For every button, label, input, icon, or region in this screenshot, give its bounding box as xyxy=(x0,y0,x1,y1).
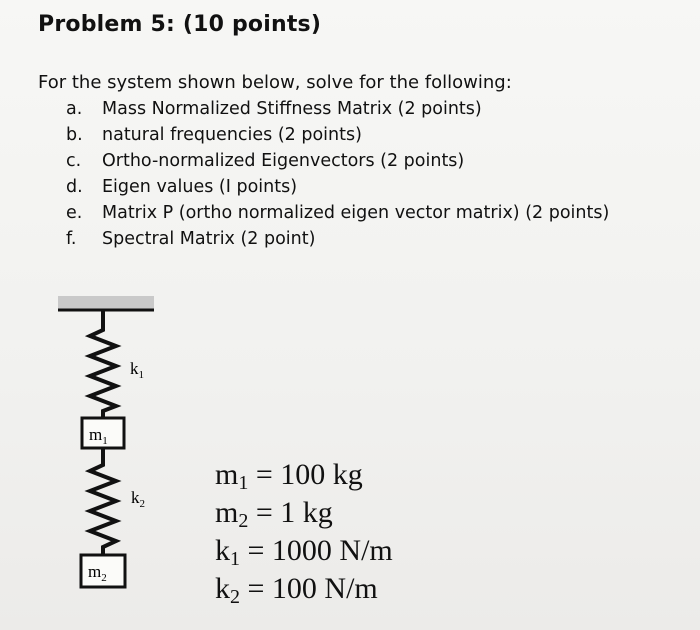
mass-1-block xyxy=(82,418,124,448)
parameter-list xyxy=(215,456,393,608)
task-item-b: b. natural frequencies (2 points) xyxy=(66,125,362,145)
param-k2: $k_2 = 100$ N/m xyxy=(215,572,378,608)
param-k1: $k_1 = 1000$ N/m xyxy=(215,534,393,570)
task-item-c: c. Ortho-normalized Eigenvectors (2 points) xyxy=(66,151,465,171)
mass-2-block xyxy=(81,555,125,587)
problem-prompt: For the system shown below, solve for the following: xyxy=(38,72,512,93)
svg-text:k1 xyxy=(130,359,144,381)
task-item-f: f. Spectral Matrix (2 point) xyxy=(66,229,316,249)
fixed-support xyxy=(58,296,154,310)
param-m2: $m_2 = 1$ kg xyxy=(215,496,333,532)
mass-2-label: m xyxy=(88,562,102,581)
spring-1-subscript: 1 xyxy=(138,369,144,381)
task-item-d: d. Eigen values (I points) xyxy=(66,177,298,197)
spring-1-label: k xyxy=(130,359,139,378)
spring-2 xyxy=(90,448,116,555)
mass-1-subscript: 1 xyxy=(102,435,108,447)
svg-text:k2 xyxy=(131,488,145,510)
param-m1: $m_1 = 100$ kg xyxy=(215,458,363,494)
mass-2-subscript: 2 xyxy=(101,572,107,584)
problem-title: Problem 5: (10 points) xyxy=(38,12,322,37)
mass-1-label: m xyxy=(89,425,103,444)
spring-2-subscript: 2 xyxy=(139,498,145,510)
spring-2-label: k xyxy=(131,488,140,507)
spring-1 xyxy=(90,310,116,418)
task-item-a: a. Mass Normalized Stiffness Matrix (2 points) xyxy=(66,99,482,119)
task-item-e: e. Matrix P (ortho normalized eigen vector matrix) (2 points) xyxy=(66,203,610,223)
